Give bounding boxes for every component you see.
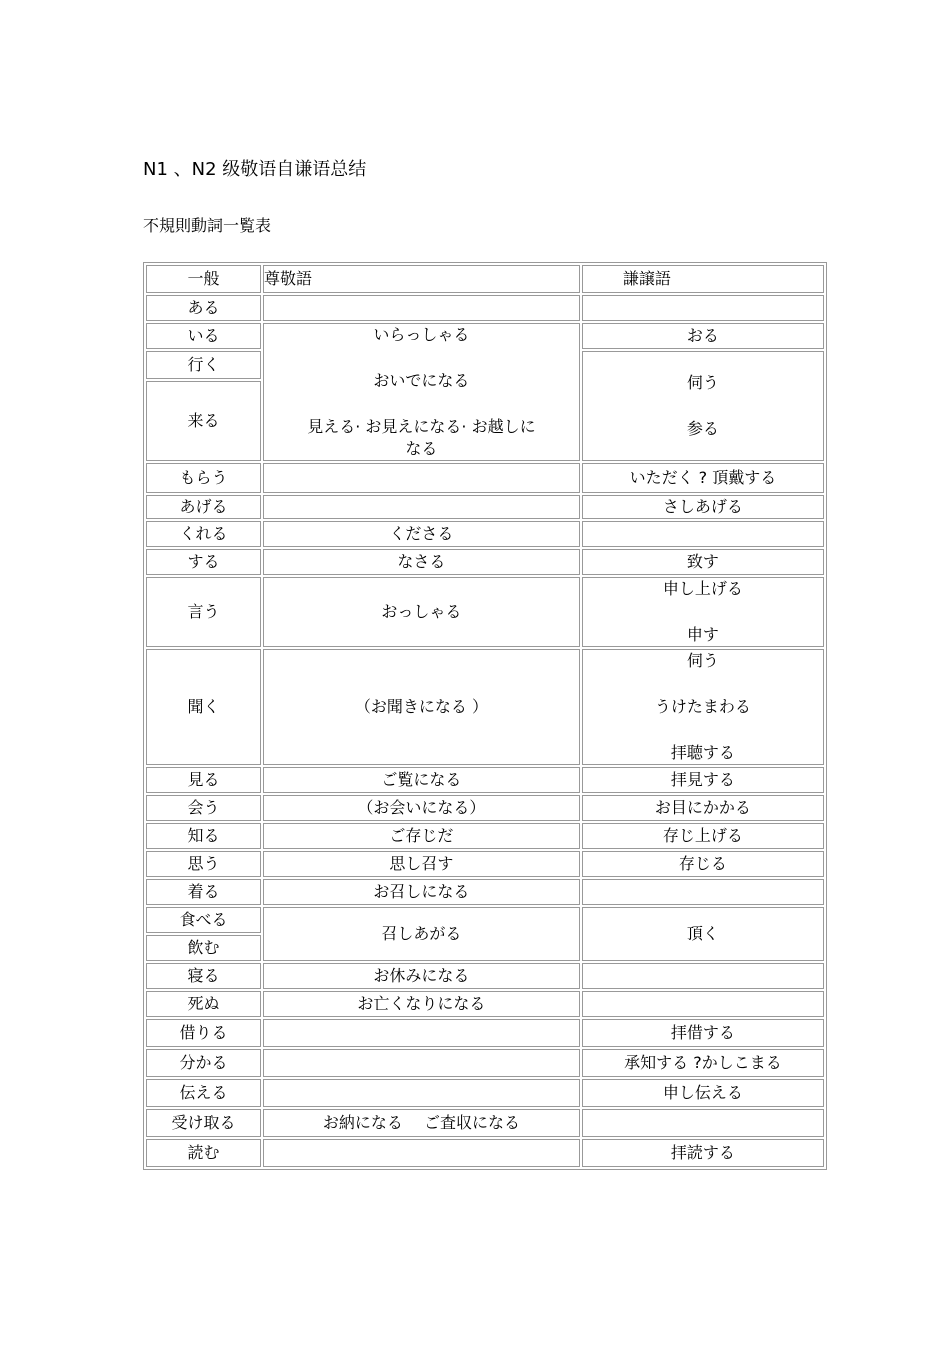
honorific-cell (263, 1079, 580, 1107)
honorific-cell: ご存じだ (263, 823, 580, 849)
humble-cell: 拝読する (582, 1139, 824, 1167)
honorific-line: 見える· お見えになる· お越しに (307, 417, 536, 436)
table-row (146, 549, 824, 575)
humble-cell (582, 1109, 824, 1137)
base-cell: 寝る (146, 963, 261, 989)
base-cell: 借りる (146, 1019, 261, 1047)
base-cell: 飲む (146, 935, 261, 961)
honorific-cell: （お聞きになる ） (263, 649, 580, 765)
honorific-cell: （お会いになる） (263, 795, 580, 821)
table-header-row (146, 265, 824, 293)
honorific-cell (263, 323, 580, 461)
humble-cell (582, 963, 824, 989)
base-cell: 読む (146, 1139, 261, 1167)
humble-cell (582, 649, 824, 765)
humble-cell: お目にかかる (582, 795, 824, 821)
base-cell: 着る (146, 879, 261, 905)
humble-cell: 存じ上げる (582, 823, 824, 849)
honorific-cell: ご覧になる (263, 767, 580, 793)
base-cell: ある (146, 295, 261, 321)
humble-cell: 申し伝える (582, 1079, 824, 1107)
table-row (146, 1049, 824, 1077)
base-cell: もらう (146, 463, 261, 493)
table-row (146, 907, 824, 933)
honorific-cell: 思し召す (263, 851, 580, 877)
base-cell: 会う (146, 795, 261, 821)
base-cell: 言う (146, 577, 261, 647)
humble-cell (582, 991, 824, 1017)
table-row (146, 767, 824, 793)
base-cell: 見る (146, 767, 261, 793)
table-row (146, 879, 824, 905)
humble-cell: 存じる (582, 851, 824, 877)
honorific-line: おいでになる (373, 371, 470, 390)
base-cell: 伝える (146, 1079, 261, 1107)
base-cell: くれる (146, 521, 261, 547)
humble-cell: 拝見する (582, 767, 824, 793)
verb-table (143, 262, 827, 1170)
humble-cell (582, 521, 824, 547)
table-row (146, 795, 824, 821)
base-cell: 来る (146, 381, 261, 461)
humble-cell: 致す (582, 549, 824, 575)
table-row (146, 1019, 824, 1047)
honorific-cell: お納になる ご査収になる (263, 1109, 580, 1137)
base-cell: あげる (146, 495, 261, 519)
humble-line: 拝聴する (670, 743, 735, 762)
table-row (146, 851, 824, 877)
humble-cell: おる (582, 323, 824, 349)
base-cell: する (146, 549, 261, 575)
table-row (146, 521, 824, 547)
honorific-cell (263, 295, 580, 321)
honorific-cell (263, 1019, 580, 1047)
table-row (146, 1139, 824, 1167)
honorific-cell: くださる (263, 521, 580, 547)
honorific-cell: おっしゃる (263, 577, 580, 647)
humble-cell (582, 351, 824, 461)
table-row (146, 323, 824, 349)
humble-cell (582, 879, 824, 905)
honorific-cell (263, 1139, 580, 1167)
page-subtitle: 不規則動詞一覧表 (143, 216, 272, 235)
base-cell: 思う (146, 851, 261, 877)
humble-line: 申す (686, 625, 719, 644)
humble-cell: いただく ? 頂戴する (582, 463, 824, 493)
table-row (146, 963, 824, 989)
table-row (146, 577, 824, 647)
base-cell: 死ぬ (146, 991, 261, 1017)
base-cell: 分かる (146, 1049, 261, 1077)
base-cell: 食べる (146, 907, 261, 933)
honorific-cell: なさる (263, 549, 580, 575)
base-cell: いる (146, 323, 261, 349)
honorific-cell (263, 1049, 580, 1077)
humble-line: うけたまわる (654, 697, 751, 716)
table-row (146, 823, 824, 849)
humble-line: 伺う (686, 651, 719, 670)
table-row (146, 463, 824, 493)
honorific-cell: お召しになる (263, 879, 580, 905)
header-cell: 謙譲語 (582, 265, 824, 293)
honorific-cell: お休みになる (263, 963, 580, 989)
humble-cell (582, 577, 824, 647)
honorific-cell: お亡くなりになる (263, 991, 580, 1017)
humble-cell: 頂く (582, 907, 824, 961)
honorific-cell (263, 463, 580, 493)
page-title: N1 、N2 级敬语自谦语总结 (143, 159, 367, 180)
humble-cell: さしあげる (582, 495, 824, 519)
table-row (146, 649, 824, 765)
table-row (146, 1079, 824, 1107)
humble-line: 申し上げる (662, 579, 743, 598)
header-cell: 尊敬語 (263, 265, 580, 293)
base-cell: 受け取る (146, 1109, 261, 1137)
honorific-cell: 召しあがる (263, 907, 580, 961)
base-cell: 聞く (146, 649, 261, 765)
honorific-line: なる (405, 439, 438, 458)
humble-line: 伺う (686, 373, 719, 392)
honorific-cell (263, 495, 580, 519)
base-cell: 知る (146, 823, 261, 849)
table-row (146, 991, 824, 1017)
honorific-line: いらっしゃる (373, 325, 470, 344)
table-row (146, 495, 824, 519)
humble-cell: 承知する ?かしこまる (582, 1049, 824, 1077)
humble-cell (582, 295, 824, 321)
base-cell: 行く (146, 351, 261, 379)
table-row (146, 1109, 824, 1137)
humble-line: 参る (686, 419, 719, 438)
header-cell: 一般 (146, 265, 261, 293)
humble-cell: 拝借する (582, 1019, 824, 1047)
table-row (146, 295, 824, 321)
